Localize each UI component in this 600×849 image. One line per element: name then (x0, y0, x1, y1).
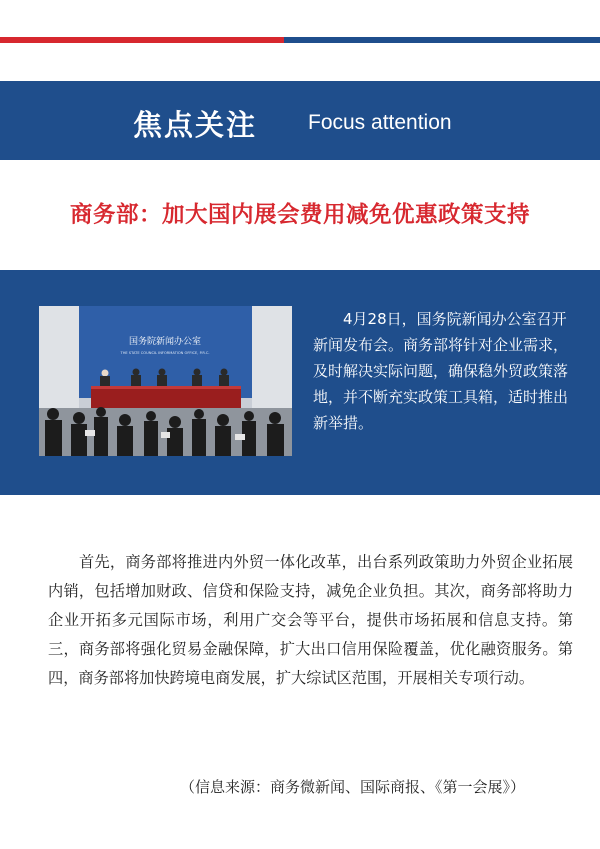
press-conference-photo (39, 306, 292, 456)
feature-text: 4月28日，国务院新闻办公室召开新闻发布会。商务部将针对企业需求，及时解决实际问题，确保稳外贸政策落地，并不断充实政策工具箱，适时推出新举措。 (313, 310, 569, 432)
photo-backdrop-cn: 国务院新闻办公室 (128, 337, 202, 347)
source-citation: （信息来源：商务微新闻、国际商报、《第一会展》） (180, 778, 526, 796)
top-rule-red (0, 37, 284, 43)
feature-box (0, 270, 600, 495)
headline: 商务部：加大国内展会费用减免优惠政策支持 (69, 202, 530, 228)
section-banner (0, 81, 600, 160)
banner-title-en: Focus attention (308, 111, 452, 134)
photo-backdrop-en: THE STATE COUNCIL INFORMATION OFFICE, P.R.C. (120, 351, 210, 355)
body-paragraph: 首先，商务部将推进内外贸一体化改革，出台系列政策助力外贸企业拓展内销，包括增加财政、信贷和保险支持，减免企业负担。其次，商务部将助力企业开拓多元国际市场，利用广交会等平台，提供市场拓展和信息支持。第三，商务部将强化贸易金融保障，扩大出口信用保险覆盖，优化融资服务。第四，商务部将加快跨境电商发展，扩大综试区范围，开展相关专项行动。 (48, 553, 573, 687)
banner-title-cn: 焦点关注 (133, 108, 258, 142)
top-rule-blue (284, 37, 600, 43)
